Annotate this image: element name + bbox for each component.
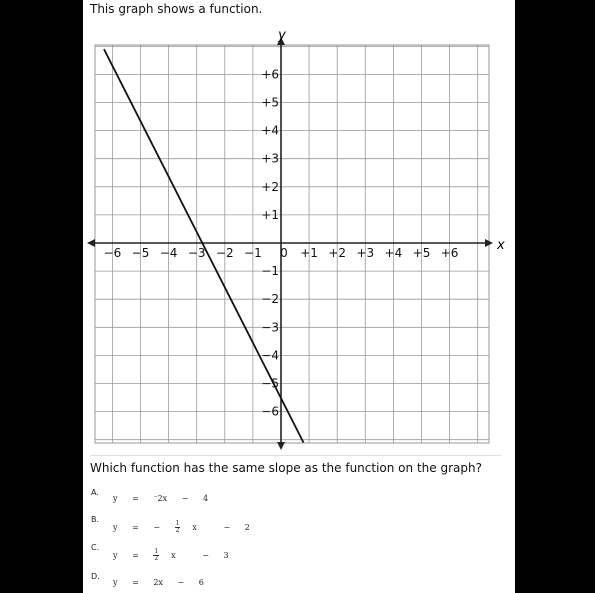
y-tick-label: −4 <box>261 348 279 363</box>
x-tick-label: −1 <box>244 246 262 260</box>
x-tick-label: −2 <box>215 246 234 260</box>
eq-variable: x <box>171 550 176 560</box>
question-text: Which function has the same slope as the function on the graph? <box>90 461 482 475</box>
x-tick-label: +1 <box>300 246 318 260</box>
eq-operator: − <box>223 522 231 532</box>
y-tick-label: −6 <box>261 404 279 419</box>
prompt-text: This graph shows a function. <box>90 2 263 16</box>
choice-letter: B. <box>91 515 100 524</box>
x-tick-label: −4 <box>159 246 178 260</box>
eq-term-sign: − <box>153 522 161 532</box>
eq-term: ⁻2x <box>153 494 168 503</box>
y-axis-arrow-down <box>277 442 285 450</box>
eq-lhs: y <box>113 578 118 587</box>
question-panel <box>83 0 515 593</box>
fraction <box>153 549 159 562</box>
y-tick-label: +2 <box>261 179 279 194</box>
choice-letter: D. <box>91 572 100 581</box>
choice-letter: A. <box>91 488 99 497</box>
eq-lhs: y <box>113 550 118 560</box>
y-tick-label: +5 <box>261 95 279 110</box>
eq-sign: = <box>132 550 139 560</box>
eq-constant: 6 <box>198 578 204 587</box>
eq-operator: − <box>177 578 185 587</box>
x-axis-label: x <box>497 238 505 253</box>
eq-term <box>153 521 209 534</box>
x-tick-label: +4 <box>384 246 403 260</box>
eq-operator: − <box>181 494 189 503</box>
y-tick-label: +3 <box>261 151 279 166</box>
choice-letter: C. <box>91 543 100 552</box>
choice-equation <box>113 494 220 503</box>
eq-sign: = <box>132 494 139 503</box>
y-tick-label: +4 <box>261 123 279 138</box>
y-axis-label: y <box>278 28 286 43</box>
x-tick-label: −3 <box>187 246 206 260</box>
choice-equation <box>113 521 262 534</box>
y-tick-label: −3 <box>261 320 279 335</box>
choice-equation <box>113 549 241 562</box>
divider <box>90 455 501 456</box>
fraction-denominator: 2 <box>175 527 180 534</box>
x-tick-label: +3 <box>356 246 375 260</box>
eq-constant: 2 <box>244 522 250 532</box>
choice-equation <box>113 578 216 587</box>
x-tick-label: +6 <box>440 246 459 260</box>
fraction-numerator: 1 <box>175 520 180 527</box>
x-tick-label: +5 <box>412 246 431 260</box>
eq-term: 2x <box>153 578 163 587</box>
eq-variable: x <box>192 522 197 532</box>
x-tick-label: 0 <box>280 246 288 260</box>
fraction-denominator: 2 <box>154 555 159 562</box>
x-axis-arrow-left <box>87 239 95 247</box>
x-tick-label: +2 <box>328 246 347 260</box>
eq-term <box>153 549 187 562</box>
y-tick-label: +6 <box>261 67 279 82</box>
y-tick-label: −5 <box>261 376 279 391</box>
eq-operator: − <box>202 550 209 560</box>
x-tick-label: −6 <box>103 246 122 260</box>
eq-lhs: y <box>113 494 118 503</box>
eq-constant: 3 <box>223 550 229 560</box>
eq-sign: = <box>132 522 139 532</box>
eq-constant: 4 <box>202 494 209 503</box>
y-tick-label: −2 <box>261 292 279 307</box>
y-tick-label: +1 <box>261 207 279 222</box>
function-graph <box>83 25 515 450</box>
eq-sign: = <box>132 578 139 587</box>
fraction-numerator: 1 <box>154 548 159 555</box>
x-tick-label: −5 <box>131 246 150 260</box>
y-tick-label: −1 <box>261 264 279 279</box>
eq-lhs: y <box>113 522 118 532</box>
fraction <box>175 521 181 534</box>
